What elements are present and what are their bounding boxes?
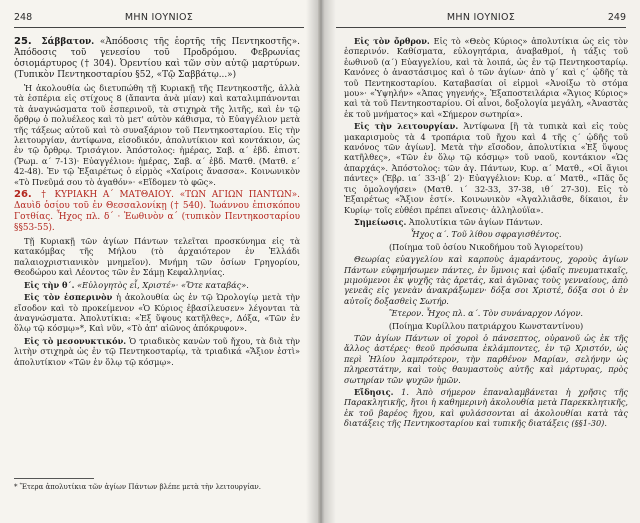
paragraph: Ἡ ἀκολουθία ὡς διετυπώθη τῇ Κυριακῇ τῆς Πεντηκοστῆς, ἀλλὰ τὰ ἑσπέρια εἰς στίχους 8 (ἅπαντα ἀνὰ μίαν) καὶ καταλιμπάνονται τὰ ἀναγνώσματα τοῦ ἑσπερινοῦ, τὰ στιχηρὰ τῆς λιτῆς, καὶ ἐν τῷ ὄρθρῳ ὁ πολυέλεος καὶ τὸ μετ' αὐτὸν κάθισμα, τὸ Εὐαγγέλιον μετὰ τῆς τάξεως αὐτοῦ καὶ τὸ συναξάριον τοῦ Πεντηκοσταρίου. Εἰς τὴν λειτουργίαν, ἀντίφωνα, εἰσοδικόν, ἀπολυτίκιον καὶ κοντάκιον, ὡς ἐν τῷ ὄρθρῳ. Τρισάγιον. Ἀπόστολος: ἡμέρας, Σαβ. α´ ἑβδ. ἐπιστ. (Ῥωμ. α´ 7-13)· Εὐαγγέλιον: ἡμέρας, Σαβ. α´ ἑβδ. Ματθ. (Ματθ. ε´ 42-48). Ἐν τῷ Ἐξαιρέτως ὁ εἱρμὸς «Χαίροις ἄνασσα». Κοινωνικὸν «Τὸ Πνεῦμά σου τὸ ἀγαθόν»· «Εἴδομεν τὸ φῶς». <box>14 83 300 187</box>
hymn-author: (Ποίημα Κυρίλλου πατριάρχου Κωνσταντίνου) <box>388 320 584 331</box>
running-head: ΜΗΝ ΙΟΥΝΙΟΣ <box>446 12 516 23</box>
rubric-note <box>344 217 628 227</box>
entry-day: Σάββατον. <box>41 37 95 47</box>
left-page-header <box>14 12 304 26</box>
rubric-vespers <box>14 292 300 334</box>
rubric-label: Εἰς τὴν θ´. <box>24 279 75 290</box>
right-page <box>322 0 640 523</box>
header-rule <box>336 27 626 28</box>
rubric-midnight-office <box>14 336 300 367</box>
entry-text: «Ἀπόδοσις τῆς ἑορτῆς τῆς Πεντηκοστῆς». Ἀπόδοσις τοῦ γενεσίου τοῦ Προδρόμου. Φεβρωνίας ὁσιομάρτυρος († 304). Ὀρεντίου καὶ τῶν σὺν αὐτῷ μαρτύρων. (Τυπικὸν Πεντηκοσταρίου §52, «Τῷ Σαββάτῳ...») <box>14 37 300 80</box>
page-number: 249 <box>607 12 626 23</box>
rubric-liturgy <box>344 121 628 215</box>
rubric-label: Εἰς τὸν ἑσπερινὸν <box>24 292 113 303</box>
rubric-notice <box>344 387 628 429</box>
header-rule <box>14 27 304 28</box>
rubric-text: 1. Ἀπὸ σήμερον ἐπαναλαμβάνεται ἡ χρῆσις τῆς Παρακλητικῆς, ἤτοι ἡ καθημερινὴ ἀκολουθία μετὰ Παρεκκλητικῆς, ἐκ τοῦ βαρέος ἤχου, καὶ φυλάσσονται αἱ ἀκολουθίαι κατὰ τὰς διατάξεις τῆς Πεντηκοσταρίου καὶ τυπικῆς διατάξεις (§§1-30). <box>344 387 628 429</box>
hymn-text: Θεωρίας εὐαγγελίου καὶ καρποὺς ἀμαράντους, χοροὺς ἁγίων Πάντων εὐφημήσωμεν πάντες, ἐν ὕμνοις καὶ ᾠδαῖς πνευματικαῖς, μιμούμενοι ἐκ ψυχῆς τὰς ἀρετάς, καὶ ἀγῶνας τοὺς γενναίους, ἀπὸ γενεᾶς εἰς γενεὰν ἀνακράξωμεν· δόξα σοι Χριστέ, δόξα σοι ὁ ἐν αὐτοῖς δοξασθεὶς Σωτήρ. <box>344 254 628 306</box>
footnote-rule <box>14 478 94 479</box>
rubric-text: Ἀντίφωνα [ἢ τὰ τυπικὰ καὶ εἰς τοὺς μακαρισμοὺς τὰ 4 τροπάρια τοῦ ἤχου καὶ 4 τῆς ς´ ᾠδῆς τοῦ κανόνος τῶν ἁγίων]. Μετὰ τὴν εἴσοδον, ἀπολυτίκια «Ἐξ ὕψους κατῆλθες», «Τῶν ἐν ὅλῳ τῷ κόσμῳ» τοῦ ναοῦ, κοντάκιον «Ὡς ἀπαρχάς». Ἀπόστολος: τῶν ἁγ. Πάντων, Κυρ. α´ Ματθ., «Οἱ ἅγιοι πάντες» (Ἑβρ. ια´ 33-ιβ´ 2)· Εὐαγγέλιον: Κυρ. α´ Ματθ., «Πᾶς ὅς τις ὁμολογήσει» (Ματθ. ι´ 32-33, 37-38, ιθ´ 27-30). Εἰς τὸ Ἐξαιρέτως «Ἄξιον ἐστί». Κοινωνικὸν «Ἀγαλλιᾶσθε, δίκαιοι, ἐν Κυρίῳ· τοῖς εὐθέσι πρέπει αἴνεσις· ἀλληλούϊα». <box>344 121 628 215</box>
right-page-body <box>344 36 628 431</box>
hymn-author: (Ποίημα τοῦ ὁσίου Νικοδήμου τοῦ Ἁγιορείτου) <box>388 241 584 252</box>
rubric-text: Ὁ τριαδικὸς κανὼν τοῦ ἤχου, τὰ διὰ τὴν λιτὴν στιχηρὰ ὡς ἐν τῷ Πεντηκοσταρίῳ, τὰ τριαδικά «Ἄξιον ἐστὶ» ἀπολυτίκιον «Τῶν ἐν ὅλῳ τῷ κόσμῳ». <box>14 335 300 367</box>
rubric-text: Εἰς τὸ «Θεὸς Κύριος» ἀπολυτίκια ὡς εἰς τὸν ἑσπερινόν. Καθίσματα, εὐλογητάρια, ἀναβαθμοί, ἡ τάξις τοῦ ἑωθινοῦ (α´) Εὐαγγελίου, καὶ τὰ λοιπά, ὡς ἐν τῷ Πεντηκοσταρίῳ. Κανόνες ὁ ἀναστάσιμος καὶ ὁ τῶν ἁγίων· ἀπὸ γ´ καὶ ς´ ᾠδῆς τὰ τοῦ Πεντηκοσταρίου. Καταβασίαι οἱ εἱρμοὶ «Ἀνοίξω τὸ στόμα μου»· «Ὑψηλήν» «Ἁπας γηγενής». Ἐξαποστειλάρια «Ἅγιος Κύριος» καὶ τὰ τοῦ Πεντηκοσταρίου. Οἱ αἶνοι, δοξολογία μεγάλη, «Ἀναστὰς ἐκ τοῦ μνήματος» καὶ «Σήμερον σωτηρία». <box>344 36 629 119</box>
rubric-text: «Εὐλογητὸς εἶ, Χριστέ»· «Ὅτε καταβάς». <box>77 279 249 290</box>
left-page-body <box>14 36 300 369</box>
rubric-text: ἡ ἀκολουθία ὡς ἐν τῷ Ὡρολογίῳ μετὰ τὴν εἴσοδον καὶ τὸ προκείμενον «Ὁ Κύριος ἐβασίλευσεν» λέγονται τὰ ἀναγνώσματα. Ἀπολυτίκια: «Ἐξ ὕψους κατῆλθες», Δόξα, «Τῶν ἐν ὅλῳ τῷ κόσμῳ»*, Καὶ νῦν, «Τὸ ἀπ' αἰῶνος ἀπόκρυφον». <box>14 292 300 334</box>
rubric-orthros <box>344 36 628 119</box>
entry-number: 25. <box>14 36 32 47</box>
book-gutter-shadow <box>306 0 336 523</box>
rubric-label: Εἴδησις. <box>354 387 394 397</box>
entry-number: 26. <box>14 189 32 201</box>
running-head: ΜΗΝ ΙΟΥΝΙΟΣ <box>124 12 194 23</box>
paragraph: Τῇ Κυριακῇ τῶν ἁγίων Πάντων τελεῖται προσκύνημα εἰς τὰ κατακόμβας τῆς Μήλου (τὸ ἀρχαιότερον ἐν Ἑλλάδι παλαιοχριστιανικὸν μνημεῖον). Μνήμη τῶν ὁσίων Γρηγορίου, Θεοδώρου καὶ Λέοντος τῶν ἐν Σάμῃ Κεφαλληνίας. <box>14 236 300 278</box>
entry-25 <box>14 36 300 81</box>
footnote: * Ἕτερα ἀπολυτίκια τῶν ἁγίων Πάντων βλέπε μετὰ τὴν λειτουργίαν. <box>14 483 262 491</box>
right-page-header <box>336 12 626 26</box>
rubric-label: Εἰς τὴν λειτουργίαν. <box>354 121 459 132</box>
rubric-text: Ἀπολυτίκια τῶν ἁγίων Πάντων. <box>408 216 543 227</box>
hymn-text: Τῶν ἁγίων Πάντων οἱ χοροὶ ὁ πάνσεπτος, οὐρανοῦ ὡς ἐκ τῆς ἄλλος ἀστέρες· θεοῦ πρόσωπα ἐκλάμποντες, ἐν τῷ Χριστόν, ὡς περὶ Ἠλίου λαμπρότερον, τὴν παρθένον Μαρίαν, σελήνην ὡς πληρεστάτην, καὶ τοὺς θαυμαστοὺς αὐτῆς καὶ μάρτυρας, πρὸς σωτηρίαν τῶν ψυχῶν ἡμῶν. <box>344 332 628 385</box>
hymn-tone: Ἦχος α´. Τοῦ λίθου σφραγισθέντος. <box>410 229 562 240</box>
page-number: 248 <box>14 12 33 23</box>
left-page <box>0 0 318 523</box>
entry-text: ὁσίου τοῦ ἐν Θεσσαλονίκῃ († 540). Ἰωάννου ἐπισκόπου Γοτθίας. Ἦχος πλ. δ´ · Ἑωθινὸν α´ (τυπικὸν Πεντηκοσταρίου §§53-55). <box>14 201 300 234</box>
rubric-label: Εἰς τὸν ὄρθρον. <box>354 36 430 46</box>
hymn-tone: Ἕτερον. Ἦχος πλ. α´. Τὸν συνάναρχον Λόγον. <box>388 308 584 319</box>
entry-title: † ΚΥΡΙΑΚΗ Α´ ΜΑΤΘΑΙΟΥ. «ΤΩΝ ΑΓΙΩΝ ΠΑΝΤΩΝ». Δαυὶδ <box>14 190 300 212</box>
rubric-label: Σημείωσις. <box>354 216 407 227</box>
rubric-ninth-hour <box>14 280 300 290</box>
rubric-label: Εἰς τὸ μεσονυκτικόν. <box>24 335 127 346</box>
entry-26 <box>14 189 300 234</box>
